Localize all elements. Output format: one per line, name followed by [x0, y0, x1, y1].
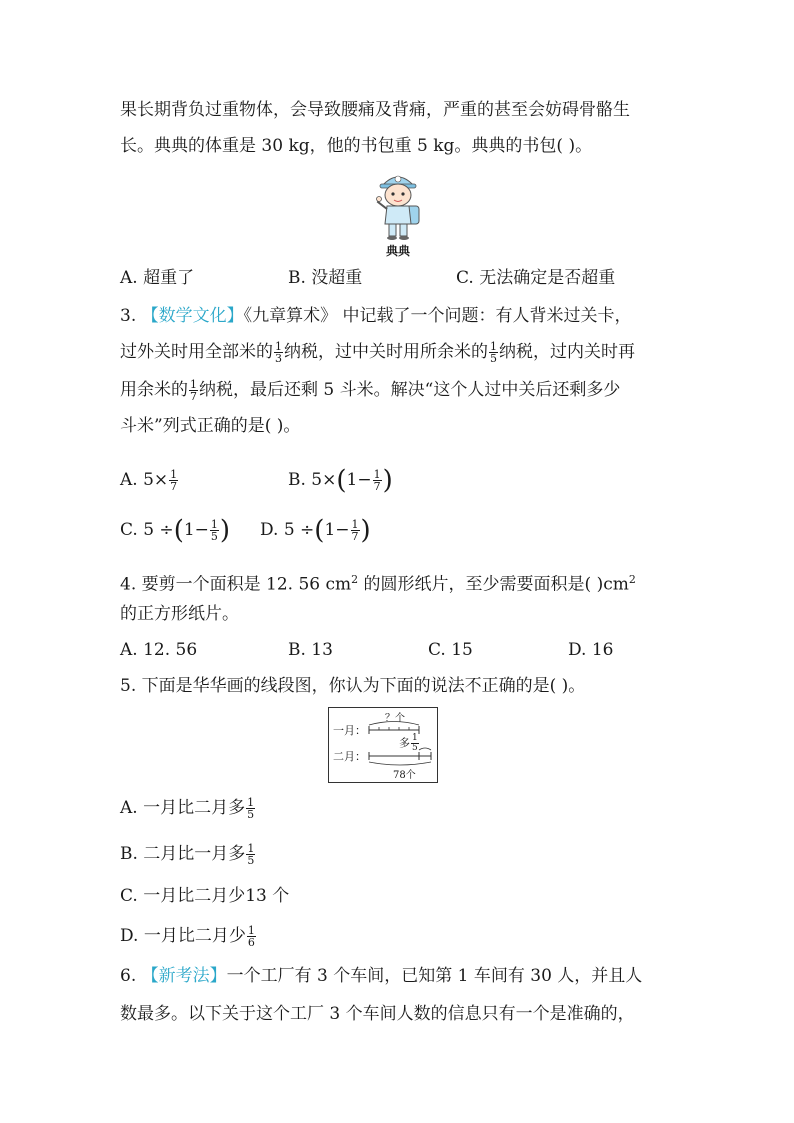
- q4-option-a[interactable]: A. 12. 56: [120, 640, 198, 660]
- q5-option-d[interactable]: D. 一月比二月少 $\frac{1}{6}$: [120, 924, 255, 949]
- q3-option-d[interactable]: D. 5 ÷(1− $\frac{1}{7}$ ): [260, 515, 371, 546]
- q2-text-line2: 长。典典的体重是 30 kg，他的书包重 5 kg。典典的书包( )。: [120, 136, 593, 156]
- q3-line3: 用余米的 $\frac{1}{7}$ 纳税，最后还剩 5 斗米。解决“这个人过中关后还剩多少: [120, 378, 621, 403]
- q3-number: 3.: [120, 306, 142, 326]
- q4-option-c[interactable]: C. 15: [428, 640, 473, 660]
- q4-line2: 的正方形纸片。: [120, 604, 239, 624]
- diagram-label-jan: 一月：: [333, 724, 366, 737]
- q2-option-a[interactable]: A. 超重了: [120, 268, 195, 288]
- q3-option-c[interactable]: C. 5 ÷(1− $\frac{1}{5}$ ): [120, 515, 231, 546]
- fraction-1-5: $\frac{1}{5}$: [490, 340, 497, 365]
- fraction-1-3: $\frac{1}{3}$: [275, 340, 282, 365]
- dian-dian-illustration: [368, 168, 428, 256]
- diagram-label-more: 多 $\frac{1}{5}$: [399, 733, 418, 753]
- q3-tag: 【数学文化】: [141, 306, 244, 326]
- q5-line1: 5. 下面是华华画的线段图，你认为下面的说法不正确的是( )。: [120, 676, 586, 696]
- q4-line1: 4. 要剪一个面积是 12. 56 $cm^2$ 的圆形纸片，至少需要面积是( )$cm^2$: [120, 573, 636, 595]
- q5-option-b[interactable]: B. 二月比一月多 $\frac{1}{5}$: [120, 842, 255, 867]
- q3-line1: [120, 304, 632, 328]
- diagram-label-feb: 二月：: [333, 750, 366, 763]
- fraction-1-7: $\frac{1}{7}$: [190, 378, 197, 403]
- q3-option-b[interactable]: B. 5×(1− $\frac{1}{7}$ ): [288, 465, 393, 496]
- boy-with-backpack-icon: [368, 168, 428, 240]
- q2-option-c[interactable]: C. 无法确定是否超重: [456, 268, 616, 288]
- diagram-label-unknown: ？个: [385, 713, 405, 724]
- q2-option-b[interactable]: B. 没超重: [288, 268, 363, 288]
- illustration-caption: 典典: [385, 244, 410, 258]
- q4-option-b[interactable]: B. 13: [288, 640, 333, 660]
- q6-tag: 【新考法】: [141, 966, 227, 986]
- diagram-label-78: 78个: [393, 770, 416, 781]
- q5-option-c[interactable]: C. 一月比二月少13 个: [120, 886, 290, 906]
- q3-line2: 过外关时用全部米的 $\frac{1}{3}$ 纳税，过中关时用所余米的 $\frac{1}{5}$ 纳税，过内关时再: [120, 340, 635, 365]
- q3-option-a[interactable]: A. 5× $\frac{1}{7}$: [120, 468, 178, 493]
- q6-line2: 数最多。以下关于这个工厂 3 个车间人数的信息只有一个是准确的，: [120, 1004, 635, 1024]
- q5-option-a[interactable]: A. 一月比二月多 $\frac{1}{5}$: [120, 796, 255, 821]
- q2-text-line1: 果长期背负过重物体，会导致腰痛及背痛，严重的甚至会妨碍骨骼生: [120, 100, 630, 120]
- segment-diagram-lines: [329, 708, 437, 782]
- q6-line1: 6. 【新考法】一个工厂有 3 个车间，已知第 1 车间有 30 人，并且人: [120, 966, 643, 986]
- q3-line1-text: 《九章算术》 中记载了一个问题：有人背米过关卡，: [243, 306, 632, 326]
- q4-option-d[interactable]: D. 16: [568, 640, 614, 660]
- segment-diagram: [328, 707, 438, 783]
- q3-line4: 斗米”列式正确的是( )。: [120, 416, 301, 436]
